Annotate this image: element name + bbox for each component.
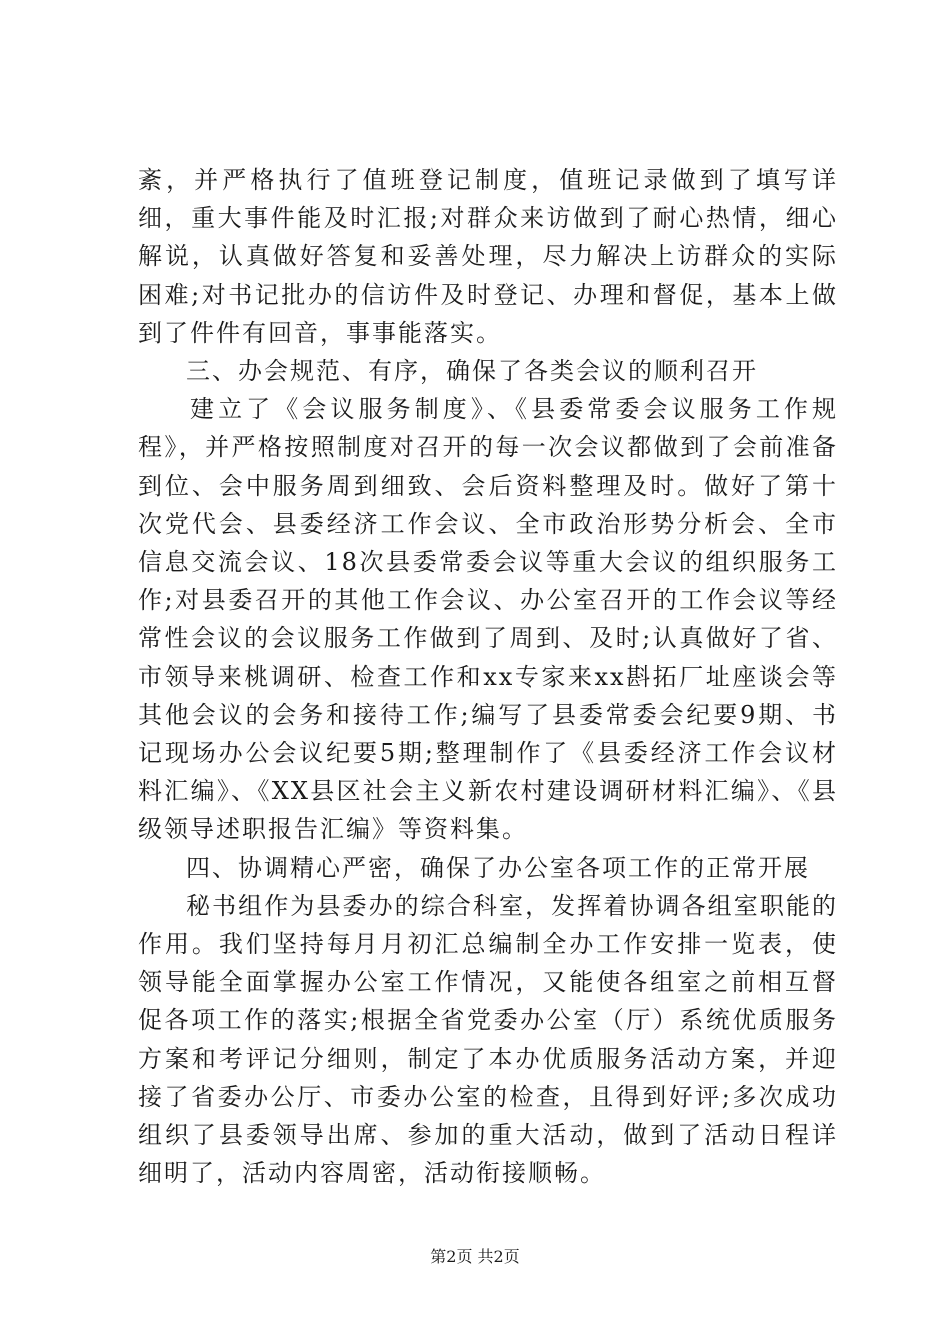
page-number-footer: 第2页 共2页 (430, 1247, 520, 1266)
paragraph-coordination: 秘书组作为县委办的综合科室，发挥着协调各组室职能的作用。我们坚持每月月初汇总编制全办工作安排一览表，使领导能全面掌握办公室工作情况，又能使各组室之前相互督促各项工作的落实;根据全省党委办公室（厅）系统优质服务方案和考评记分细则，制定了本办优质服务活动方案，并迎接了省委办公厅、市委办公室的检查，且得到好评;多次成功组织了县委领导出席、参加的重大活动，做到了活动日程详细明了，活动内容周密，活动衔接顺畅。 (138, 891, 838, 1188)
paragraph-continuation: 紊，并严格执行了值班登记制度，值班记录做到了填写详细，重大事件能及时汇报;对群众来访做到了耐心热情，细心解说，认真做好答复和妥善处理，尽力解决上访群众的实际困难;对书记批办的信访件及时登记、办理和督促，基本上做到了件件有回音，事事能落实。 (138, 166, 838, 347)
section-heading-3: 三、办会规范、有序，确保了各类会议的顺利召开 (186, 357, 758, 386)
paragraph-meeting-service: 建立了《会议服务制度》、《县委常委会议服务工作规程》，并严格按照制度对召开的每一次会议都做到了会前准备到位、会中服务周到细致、会后资料整理及时。做好了第十次党代会、县委经济工作会议、全市政治形势分析会、全市信息交流会议、18次县委常委会议等重大会议的组织服务工作;对县委召开的其他工作会议、办公室召开的工作会议等经常性会议的会议服务工作做到了周到、及时;认真做好了省、市领导来桃调研、检查工作和xx专家来xx斟拓厂址座谈会等其他会议的会务和接待工作;编写了县委常委会纪要9期、书记现场办公会议纪要5期;整理制作了《县委经济工作会议材料汇编》、《XX县区社会主义新农村建设调研材料汇编》、《县级领导述职报告汇编》等资料集。 (138, 395, 838, 844)
document-body (138, 161, 838, 1192)
section-heading-4: 四、协调精心严密，确保了办公室各项工作的正常开展 (186, 853, 810, 882)
